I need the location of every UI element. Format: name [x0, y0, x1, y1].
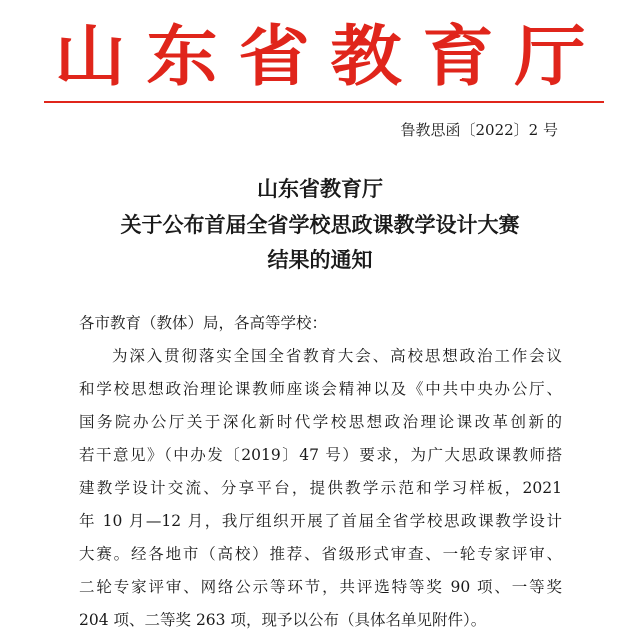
body-line: 建教学设计交流、分享平台，提供教学示范和学习样板，2021 — [79, 479, 562, 497]
masthead-char: 厅 — [514, 17, 586, 95]
body-line: 国务院办公厅关于深化新时代学校思想政治理论课改革创新的 — [79, 413, 562, 431]
title-line-2: 关于公布首届全省学校思政课教学设计大赛 — [120, 212, 520, 237]
body-line: 年 10 月—12 月，我厅组织开展了首届全省学校思政课教学设计 — [79, 512, 562, 530]
body-line: 若干意见》（中办发〔2019〕47 号）要求，为广大思政课教师搭 — [79, 446, 562, 464]
body-line: 204 项、二等奖 263 项，现予以公布（具体名单见附件）。 — [79, 611, 487, 629]
masthead-char: 教 — [330, 17, 402, 95]
document-number: 鲁教思函〔2022〕2 号 — [400, 121, 558, 139]
title-line-1: 山东省教育厅 — [257, 176, 383, 201]
masthead-char: 育 — [422, 17, 494, 95]
masthead — [0, 14, 640, 98]
body-line: 大赛。经各地市（高校）推荐、省级形式审查、一轮专家评审、 — [79, 545, 562, 563]
masthead-char: 省 — [238, 17, 310, 95]
masthead-char: 山 — [54, 17, 126, 95]
red-divider-rule — [44, 101, 604, 103]
masthead-char: 东 — [146, 17, 218, 95]
title-line-3: 结果的通知 — [267, 247, 373, 272]
salutation: 各市教育（教体）局，各高等学校： — [79, 314, 328, 332]
body-line: 二轮专家评审、网络公示等环节，共评选特等奖 90 项、一等奖 — [79, 578, 562, 596]
body-line: 为深入贯彻落实全国全省教育大会、高校思想政治工作会议 — [112, 347, 562, 365]
body-line: 和学校思想政治理论课教师座谈会精神以及《中共中央办公厅、 — [79, 380, 562, 398]
